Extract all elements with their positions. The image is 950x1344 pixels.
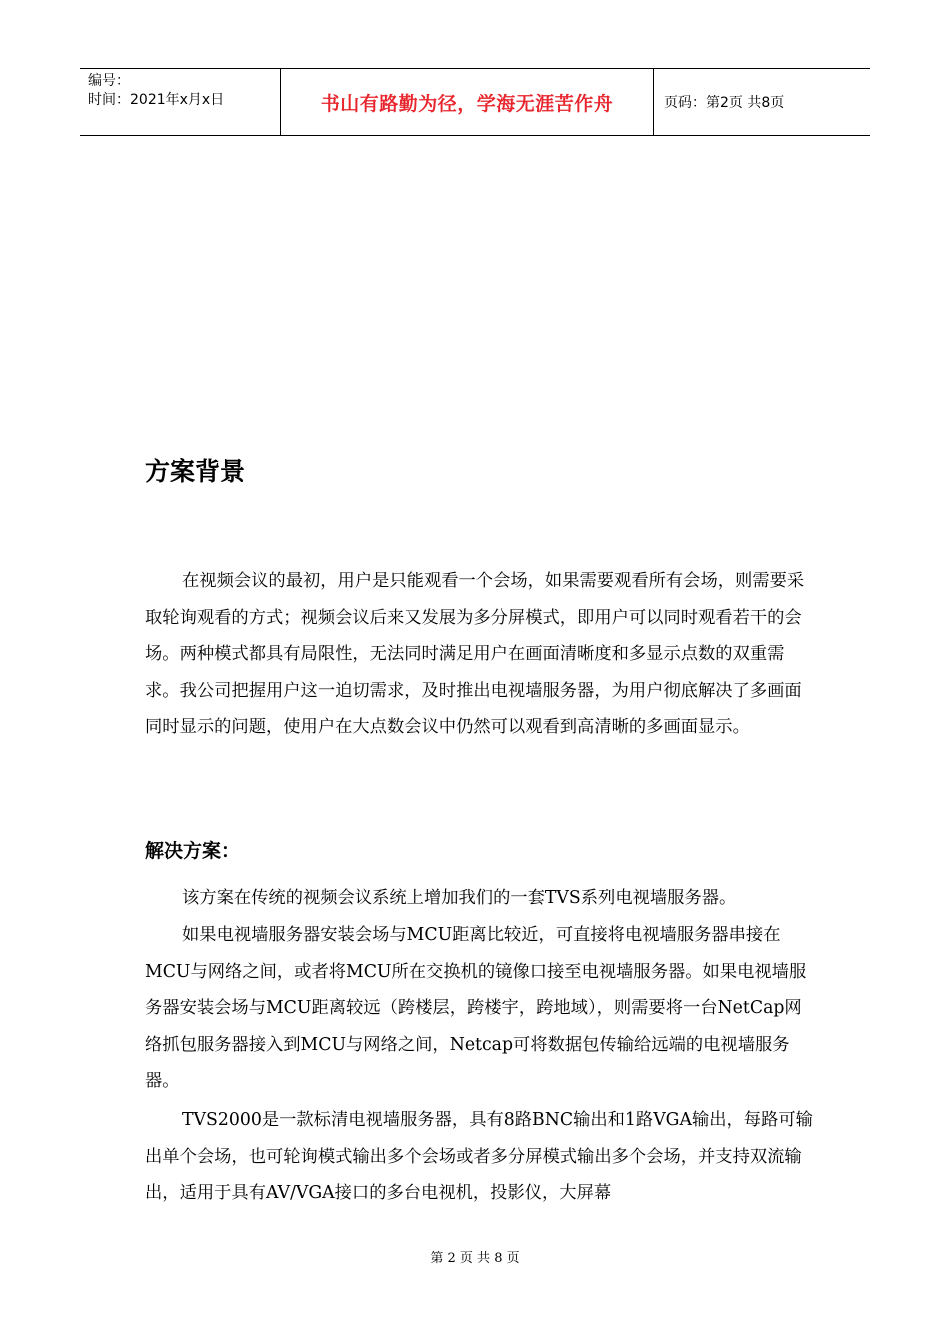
header-page-info: 页码：第2页 共8页 — [664, 95, 785, 111]
header-motto: 书山有路勤为径，学海无涯苦作舟 — [281, 69, 654, 135]
section-title-solution: 解决方案： — [145, 840, 241, 862]
number-label: 编号： — [88, 73, 130, 89]
header-meta-cell — [80, 69, 281, 135]
header-table — [80, 68, 870, 136]
solution-paragraph-1: 该方案在传统的视频会议系统上增加我们的一套TVS系列电视墙服务器。 — [182, 888, 737, 908]
section-title-background: 方案背景 — [145, 457, 246, 486]
date-label: 时间：2021年x月x日 — [88, 92, 225, 108]
solution-paragraph-3: TVS2000是一款标清电视墙服务器，具有8路BNC输出和1路VGA输出，每路可输出单个会场，也可轮询模式输出多个会场或者多分屏模式输出多个会场，并支持双流输出，适用于具有AV/VGA接口的多台电视机，投影仪，大屏幕 — [145, 1110, 813, 1203]
solution-paragraph-2: 如果电视墙服务器安装会场与MCU距离比较近，可直接将电视墙服务器串接在MCU与网络之间，或者将MCU所在交换机的镜像口接至电视墙服务器。如果电视墙服务器安装会场与MCU距离较远（跨楼层，跨楼宇，跨地域），则需要将一台NetCap网络抓包服务器接入到MCU与网络之间，Netcap可将数据包传输给远端的电视墙服务器。 — [145, 925, 807, 1091]
page-footer: 第 2 页 共 8 页 — [430, 1251, 520, 1266]
background-paragraph: 在视频会议的最初，用户是只能观看一个会场，如果需要观看所有会场，则需要采取轮询观看的方式；视频会议后来又发展为多分屏模式，即用户可以同时观看若干的会场。两种模式都具有局限性，无法同时满足用户在画面清晰度和多显示点数的双重需求。我公司把握用户这一迫切需求，及时推出电视墙服务器，为用户彻底解决了多画面同时显示的问题，使用户在大点数会议中仍然可以观看到高清晰的多画面显示。 — [145, 571, 805, 737]
